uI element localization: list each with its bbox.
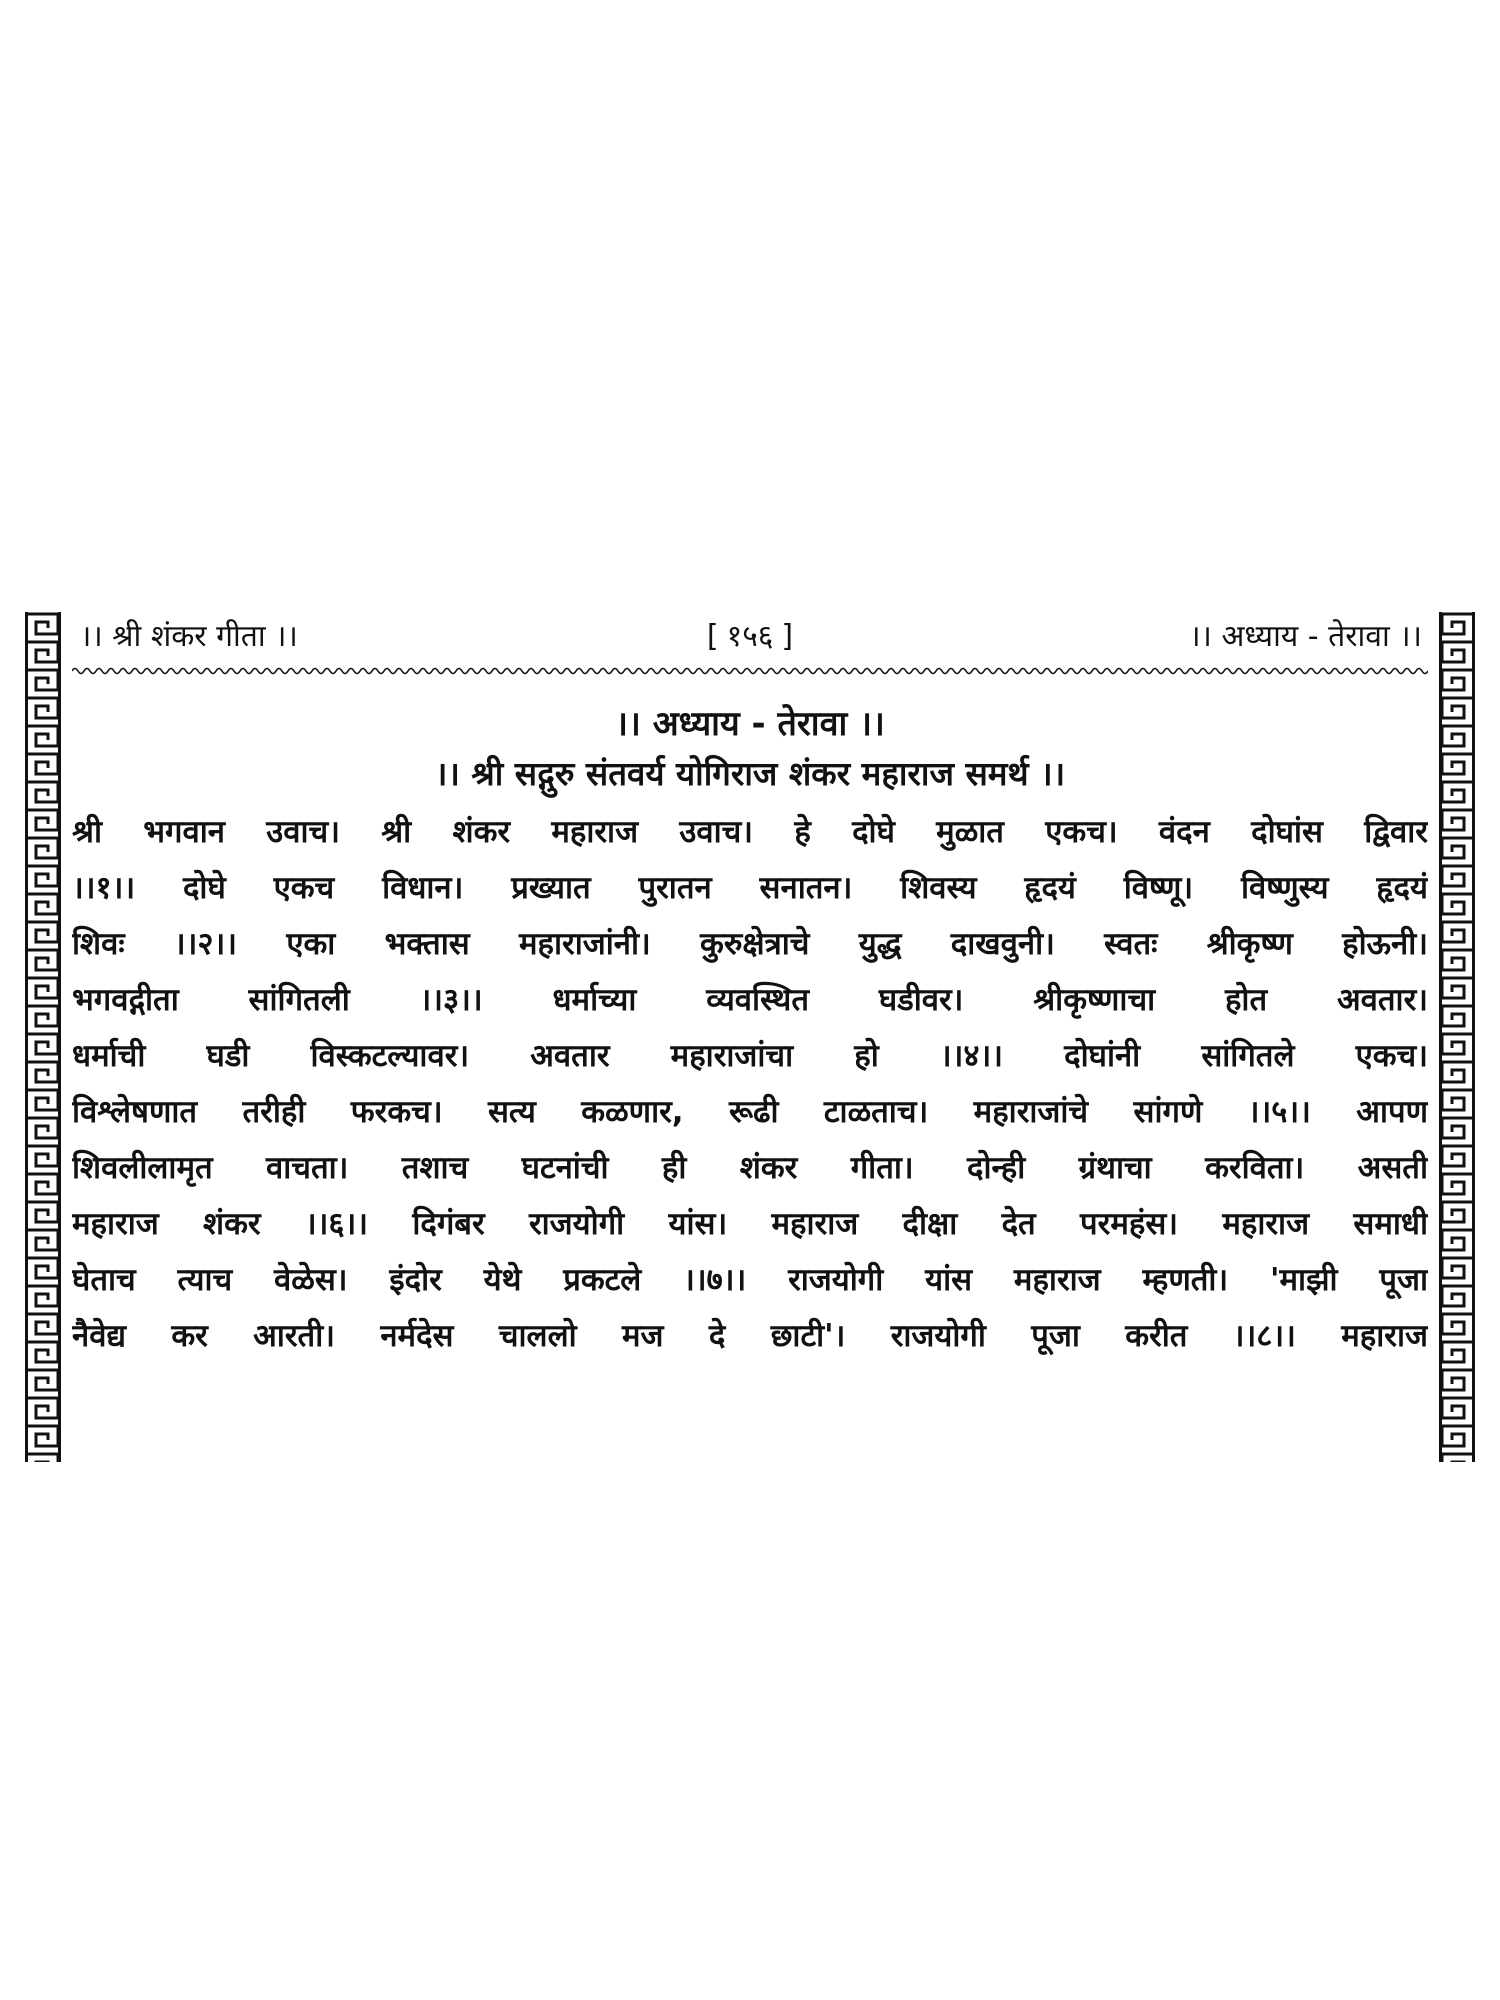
- greek-key-border-left: [24, 612, 62, 1462]
- text-line: शिवलीलामृत वाचता। तशाच घटनांची ही शंकर गीता। दोन्ही ग्रंथाचा करविता। असती: [72, 1150, 1428, 1186]
- page-frame: [24, 612, 1476, 1462]
- chapter-heading: ।। अध्याय - तेरावा ।।: [615, 704, 885, 744]
- header-chapter-title: ।। अध्याय - तेरावा ।।: [1189, 619, 1422, 654]
- wavy-divider: [72, 664, 1428, 678]
- text-line: घेताच त्याच वेळेस। इंदोर येथे प्रकटले ।।७।। राजयोगी यांस महाराज म्हणती। 'माझी पूजा: [72, 1262, 1428, 1298]
- text-line: विश्लेषणात तरीही फरकच। सत्य कळणार, रूढी टाळताच। महाराजांचे सांगणे ।।५।। आपण: [72, 1094, 1428, 1130]
- text-line: शिवः ।।२।। एका भक्तास महाराजांनी। कुरुक्षेत्राचे युद्ध दाखवुनी। स्वतः श्रीकृष्ण होऊनी।: [72, 926, 1428, 962]
- text-line: नैवेद्य कर आरती। नर्मदेस चाललो मज दे छाटी'। राजयोगी पूजा करीत ।।८।। महाराज: [72, 1318, 1428, 1354]
- header-page-number: [ १५६ ]: [706, 619, 794, 654]
- text-line: धर्माची घडी विस्कटल्यावर। अवतार महाराजांचा हो ।।४।। दोघांनी सांगितले एकच।: [72, 1038, 1428, 1074]
- text-line: भगवद्गीता सांगितली ।।३।। धर्माच्या व्यवस्थित घडीवर। श्रीकृष्णाचा होत अवतार।: [72, 982, 1428, 1018]
- verse-text: [72, 804, 1428, 1364]
- page-number: १५६: [726, 619, 774, 654]
- invocation-heading: ।। श्री सद्गुरु संतवर्य योगिराज शंकर महाराज समर्थ ।।: [434, 754, 1066, 793]
- running-header: [72, 612, 1428, 662]
- text-line: महाराज शंकर ।।६।। दिगंबर राजयोगी यांस। महाराज दीक्षा देत परमहंस। महाराज समाधी: [72, 1206, 1428, 1242]
- greek-key-border-right: [1438, 612, 1476, 1462]
- header-book-title: ।। श्री शंकर गीता ।।: [80, 619, 298, 654]
- text-line: श्री भगवान उवाच। श्री शंकर महाराज उवाच। हे दोघे मुळात एकच। वंदन दोघांस द्विवार: [72, 814, 1428, 850]
- page-content: [72, 612, 1428, 1462]
- text-line: ।।१।। दोघे एकच विधान। प्रख्यात पुरातन सनातन। शिवस्य हृदयं विष्णू। विष्णुस्य हृदयं: [72, 870, 1428, 906]
